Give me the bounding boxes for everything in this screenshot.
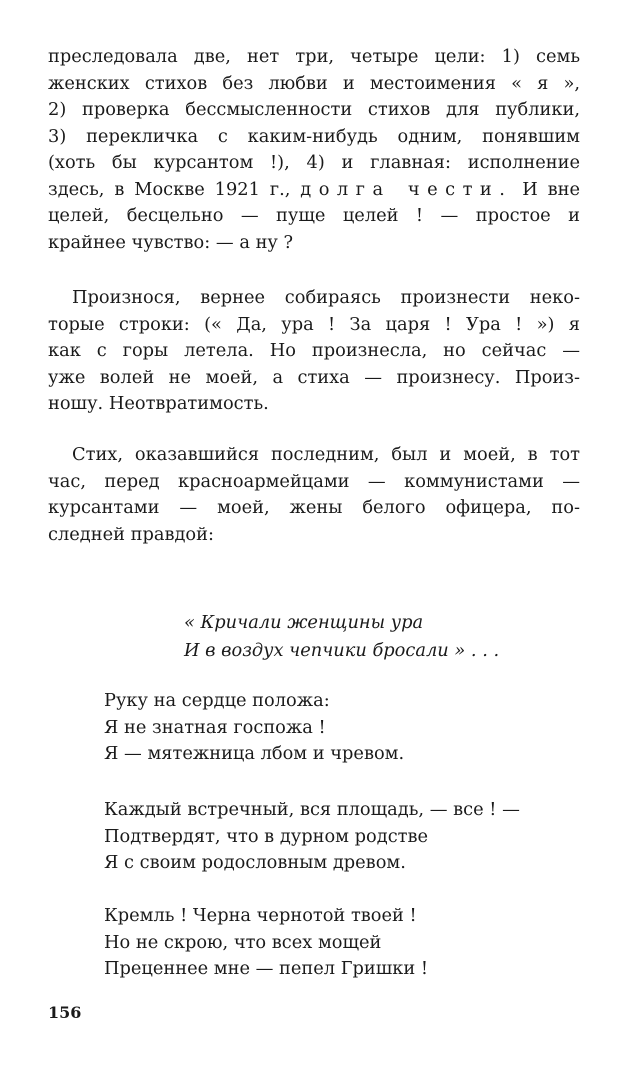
paragraph-1 bbox=[48, 44, 580, 256]
verse-line: Каждый встречный, вся площадь, — все ! — bbox=[104, 799, 520, 820]
verse-line: Я не знатная госпожа ! bbox=[104, 716, 326, 738]
text-line: следней правдой: bbox=[48, 523, 214, 545]
verse-line: Руку на сердце положа: bbox=[104, 690, 330, 711]
poem-stanza-2 bbox=[104, 797, 520, 877]
verse-line: Кремль ! Черна чернотой твоей ! bbox=[104, 905, 417, 926]
paragraph-3 bbox=[48, 442, 580, 548]
text-line: (хоть бы курсантом !), 4) и главная: исполнение bbox=[48, 152, 580, 173]
verse-line: Я с своим родословным древом. bbox=[104, 852, 406, 873]
spaced-emphasis: долга чести. bbox=[300, 178, 513, 200]
poem-stanza-1 bbox=[104, 688, 404, 768]
text-line: курсантами — моей, жены белого офицера, по- bbox=[48, 497, 580, 518]
text-fragment: И вне bbox=[512, 178, 581, 200]
text-fragment: здесь, в Москве 1921 г., bbox=[48, 178, 301, 200]
verse-line: Я — мятежница лбом и чревом. bbox=[104, 743, 405, 764]
verse-line: Но не скрою, что всех мощей bbox=[104, 931, 382, 953]
verse-line: Подтвердят, что в дурном родстве bbox=[104, 825, 429, 847]
text-line: Стих, оказавшийся последним, был и моей, в тот bbox=[72, 444, 580, 465]
text-line: 3) перекличка с каким-нибудь одним, понявшим bbox=[48, 125, 580, 147]
epigraph-line: « Кричали женщины ура bbox=[184, 612, 424, 633]
text-line: крайнее чувство: — а ну ? bbox=[48, 231, 294, 253]
text-line: женских стихов без любви и местоимения « я », bbox=[48, 72, 580, 94]
verse-line: Преценнее мне — пепел Гришки ! bbox=[104, 958, 429, 979]
text-line: Произнося, вернее собираясь произнести неко- bbox=[72, 287, 580, 308]
text-line: 2) проверка бессмысленности стихов для публики, bbox=[48, 99, 580, 120]
text-line: целей, бесцельно — пуще целей ! — простое и bbox=[48, 205, 580, 226]
poem-stanza-3 bbox=[104, 903, 428, 983]
text-line: час, перед красноармейцами — коммунистами — bbox=[48, 470, 580, 492]
text-line: уже волей не моей, а стиха — произнесу. Произ- bbox=[48, 366, 580, 388]
text-line: ношу. Неотвратимость. bbox=[48, 393, 269, 414]
text-line-with-spaced-emphasis bbox=[48, 177, 580, 204]
text-line: торые строки: (« Да, ура ! За царя ! Ура ! ») я bbox=[48, 313, 580, 335]
text-line: как с горы летела. Но произнесла, но сейчас — bbox=[48, 340, 580, 361]
page-number: 156 bbox=[48, 1003, 82, 1022]
text-line: преследовала две, нет три, четыре цели: 1) семь bbox=[48, 46, 580, 67]
paragraph-2 bbox=[48, 285, 580, 418]
epigraph bbox=[184, 609, 499, 665]
epigraph-line: И в воздух чепчики бросали » . . . bbox=[184, 640, 500, 661]
